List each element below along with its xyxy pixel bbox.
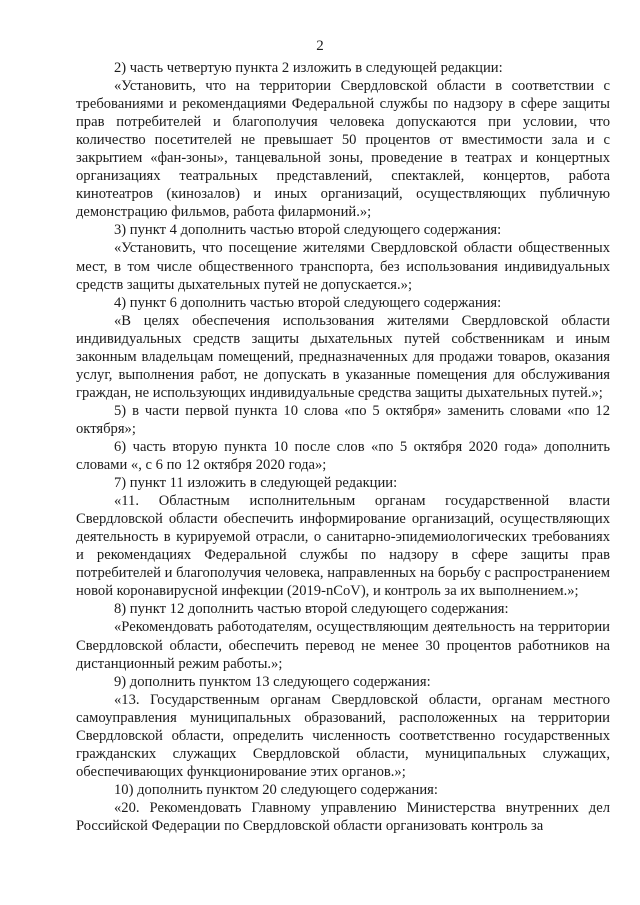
page-number: 2 xyxy=(316,38,324,54)
paragraph-item-2-heading: 2) часть четвертую пункта 2 изложить в следующей редакции: xyxy=(114,60,503,76)
paragraph-item-6: 6) часть вторую пункта 10 после слов «по 5 октября 2020 года» дополнить словами «, с 6 по 12 октября 2020 года»; xyxy=(76,438,610,474)
paragraph-item-8-heading: 8) пункт 12 дополнить частью второй следующего содержания: xyxy=(114,601,509,618)
paragraph-item-8-text: «Рекомендовать работодателям, осуществляющим деятельность на территории Свердловской области, обеспечить перевод не менее 30 процентов работников на дистанционный режим работы.»; xyxy=(76,619,610,672)
paragraph-item-7-text: «11. Областным исполнительным органам государственной власти Свердловской области обеспечить информирование организаций, осуществляющих деятельность в курируемой отрасли, о санитарно-эпидемиологических требованиях и рекомендациях Федеральной службы по надзору в сфере защиты прав потребителей и благополучия человека, направленных на борьбу с распространением новой коронавирусной инфекции (2019-nCoV), и контроль за их выполнением.»; xyxy=(76,493,610,600)
paragraph-item-9-text: «13. Государственным органам Свердловской области, органам местного самоуправления муниципальных образований, расположенных на территории Свердловской области, определить численность соответственно государственных гражданских служащих Свердловской области, муниципальных служащих, обеспечивающих функционирование этих органов.»; xyxy=(76,691,610,780)
paragraph-item-4-text: «В целях обеспечения использования жителями Свердловской области индивидуальных средств защиты дыхательных путей собственникам и иным законным владельцам помещений, предназначенных для продажи товаров, оказания услуг, выполнения работ, не допускать в указанные помещения для обслуживания граждан, не использующих индивидуальные средства защиты дыхательных путей.»; xyxy=(76,312,610,401)
paragraph-item-10-text: «20. Рекомендовать Главному управлению Министерства внутренних дел Российской Федерации по Свердловской области организовать контроль за xyxy=(76,799,610,834)
document-body xyxy=(76,59,610,835)
paragraph-item-3-heading: 3) пункт 4 дополнить частью второй следующего содержания: xyxy=(114,222,502,239)
paragraph-item-4-heading: 4) пункт 6 дополнить частью второй следующего содержания: xyxy=(114,294,502,311)
paragraph-item-9-heading: 9) дополнить пунктом 13 следующего содержания: xyxy=(114,673,431,690)
paragraph-item-3-text: «Установить, что посещение жителями Свердловской области общественных мест, в том числе общественного транспорта, без использования индивидуальных средств защиты дыхательных путей не допускается.»; xyxy=(76,240,610,293)
paragraph-item-2-text: «Установить, что на территории Свердловской области в соответствии с требованиями и рекомендациями Федеральной службы по надзору в сфере защиты прав потребителей и благополучия человека допускаются при условии, что количество посетителей не превышает 50 процентов от вместимости зала и с закрытием «фан-зоны», танцевальной зоны, проведение в театрах и концертных организациях театральных представлений, спектаклей, концертов, работа кинотеатров (кинозалов) и иных организаций, осуществляющих публичную демонстрацию фильмов, работа филармоний.»; xyxy=(76,78,610,221)
paragraph-item-7-heading: 7) пункт 11 изложить в следующей редакции: xyxy=(114,475,398,492)
paragraph-item-5: 5) в части первой пункта 10 слова «по 5 октября» заменить словами «по 12 октября»; xyxy=(76,402,610,437)
paragraph-item-10-heading: 10) дополнить пунктом 20 следующего содержания: xyxy=(114,781,438,798)
